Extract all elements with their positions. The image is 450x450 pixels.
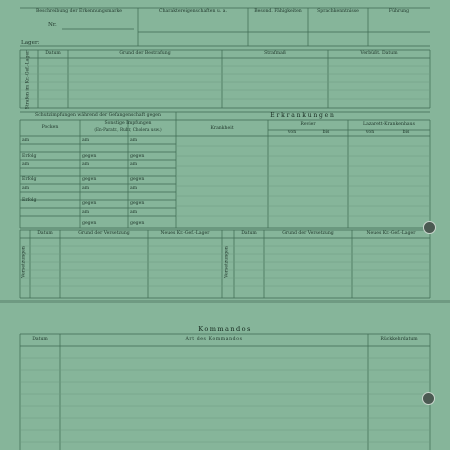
other-am-2b: am xyxy=(130,162,138,167)
pox-header: Pocken xyxy=(41,125,59,130)
other-against-1a: gegen xyxy=(82,154,97,159)
pox-result-2: Erfolg xyxy=(22,177,37,182)
transfers-side-label-right: Versetzungen xyxy=(224,246,230,278)
kommando-type-header: Art des Kommandos xyxy=(185,337,243,342)
illnesses-header: Erkrankungen xyxy=(270,112,336,119)
ward-header: Revier xyxy=(300,122,316,127)
col-description-header: Beschreibung der Erkennungsmarke xyxy=(36,9,122,14)
punishment-penalty-header: Strafmaß xyxy=(264,51,286,56)
vaccinations-header: Schutzimpfungen während der Gefangenschaft gegen xyxy=(35,113,161,118)
transfer-camp-header-left: Neues Kr.-Gef.-Lager xyxy=(160,231,210,236)
transfer-date-header-left: Datum xyxy=(37,231,53,236)
col-abilities-header: Besond. Fähigkeiten xyxy=(254,9,302,14)
pox-am-2: am xyxy=(22,162,30,167)
col-languages-header: Sprachkenntnisse xyxy=(317,9,359,14)
ward-from: von xyxy=(287,130,297,135)
paper-fold xyxy=(0,300,450,303)
other-against-3b: gegen xyxy=(130,201,145,206)
other-am-3b: am xyxy=(130,186,138,191)
other-am-3a: am xyxy=(82,186,90,191)
other-against-3a: gegen xyxy=(82,201,97,206)
pox-am-3: am xyxy=(22,186,30,191)
other-vaccines-header: Sonstige Impfungen xyxy=(104,121,152,126)
punishment-reason-header: Grund der Bestrafung xyxy=(119,51,171,56)
punch-hole-top xyxy=(423,221,436,234)
col-conduct-header: Führung xyxy=(388,9,410,14)
col-character-header: Charaktereigenschaften u. a. xyxy=(159,9,227,14)
kommandos-title: Kommandos xyxy=(198,325,252,333)
other-against-2b: gegen xyxy=(130,177,145,182)
transfer-reason-header-right: Grund der Versetzung xyxy=(282,231,334,236)
kommando-return-header: Rückkehrdatum xyxy=(380,337,418,342)
hospital-to: bis xyxy=(402,130,410,135)
disease-header: Krankheit xyxy=(210,126,234,131)
other-against-2a: gegen xyxy=(82,177,97,182)
transfer-date-header-right: Datum xyxy=(241,231,257,236)
pox-result-1: Erfolg xyxy=(22,154,37,159)
other-am-4a: am xyxy=(82,210,90,215)
kommando-date-header: Datum xyxy=(32,337,48,342)
other-am-4b: am xyxy=(130,210,138,215)
other-am-2a: am xyxy=(82,162,90,167)
pox-am-1: am xyxy=(22,138,30,143)
other-against-1b: gegen xyxy=(130,154,145,159)
hospital-header: Lazarett-Krankenhaus xyxy=(363,122,415,127)
ward-to: bis xyxy=(322,130,330,135)
punishments-side-label: Strafen im Kr.-Gef.-Lager xyxy=(25,50,31,110)
other-am-1a: am xyxy=(82,138,90,143)
other-vaccines-subheader: (En-Paratr., Ruhr, Cholera usw.) xyxy=(94,127,162,132)
transfers-side-label-left: Versetzungen xyxy=(21,246,27,278)
punishment-served-header: Verbüßt. Datum xyxy=(360,51,398,56)
other-against-4a: gegen xyxy=(82,221,97,226)
other-against-4b: gegen xyxy=(130,221,145,226)
pox-result-3: Erfolg xyxy=(22,198,37,203)
other-am-1b: am xyxy=(130,138,138,143)
transfer-camp-header-right: Neues Kr.-Gef.-Lager xyxy=(366,231,416,236)
nr-label: Nr. xyxy=(48,22,57,28)
transfer-reason-header-left: Grund der Versetzung xyxy=(78,231,130,236)
hospital-from: von xyxy=(365,130,375,135)
punishment-date-header: Datum xyxy=(45,51,61,56)
camp-label: Lager: xyxy=(21,40,40,46)
punch-hole-bottom xyxy=(422,392,435,405)
